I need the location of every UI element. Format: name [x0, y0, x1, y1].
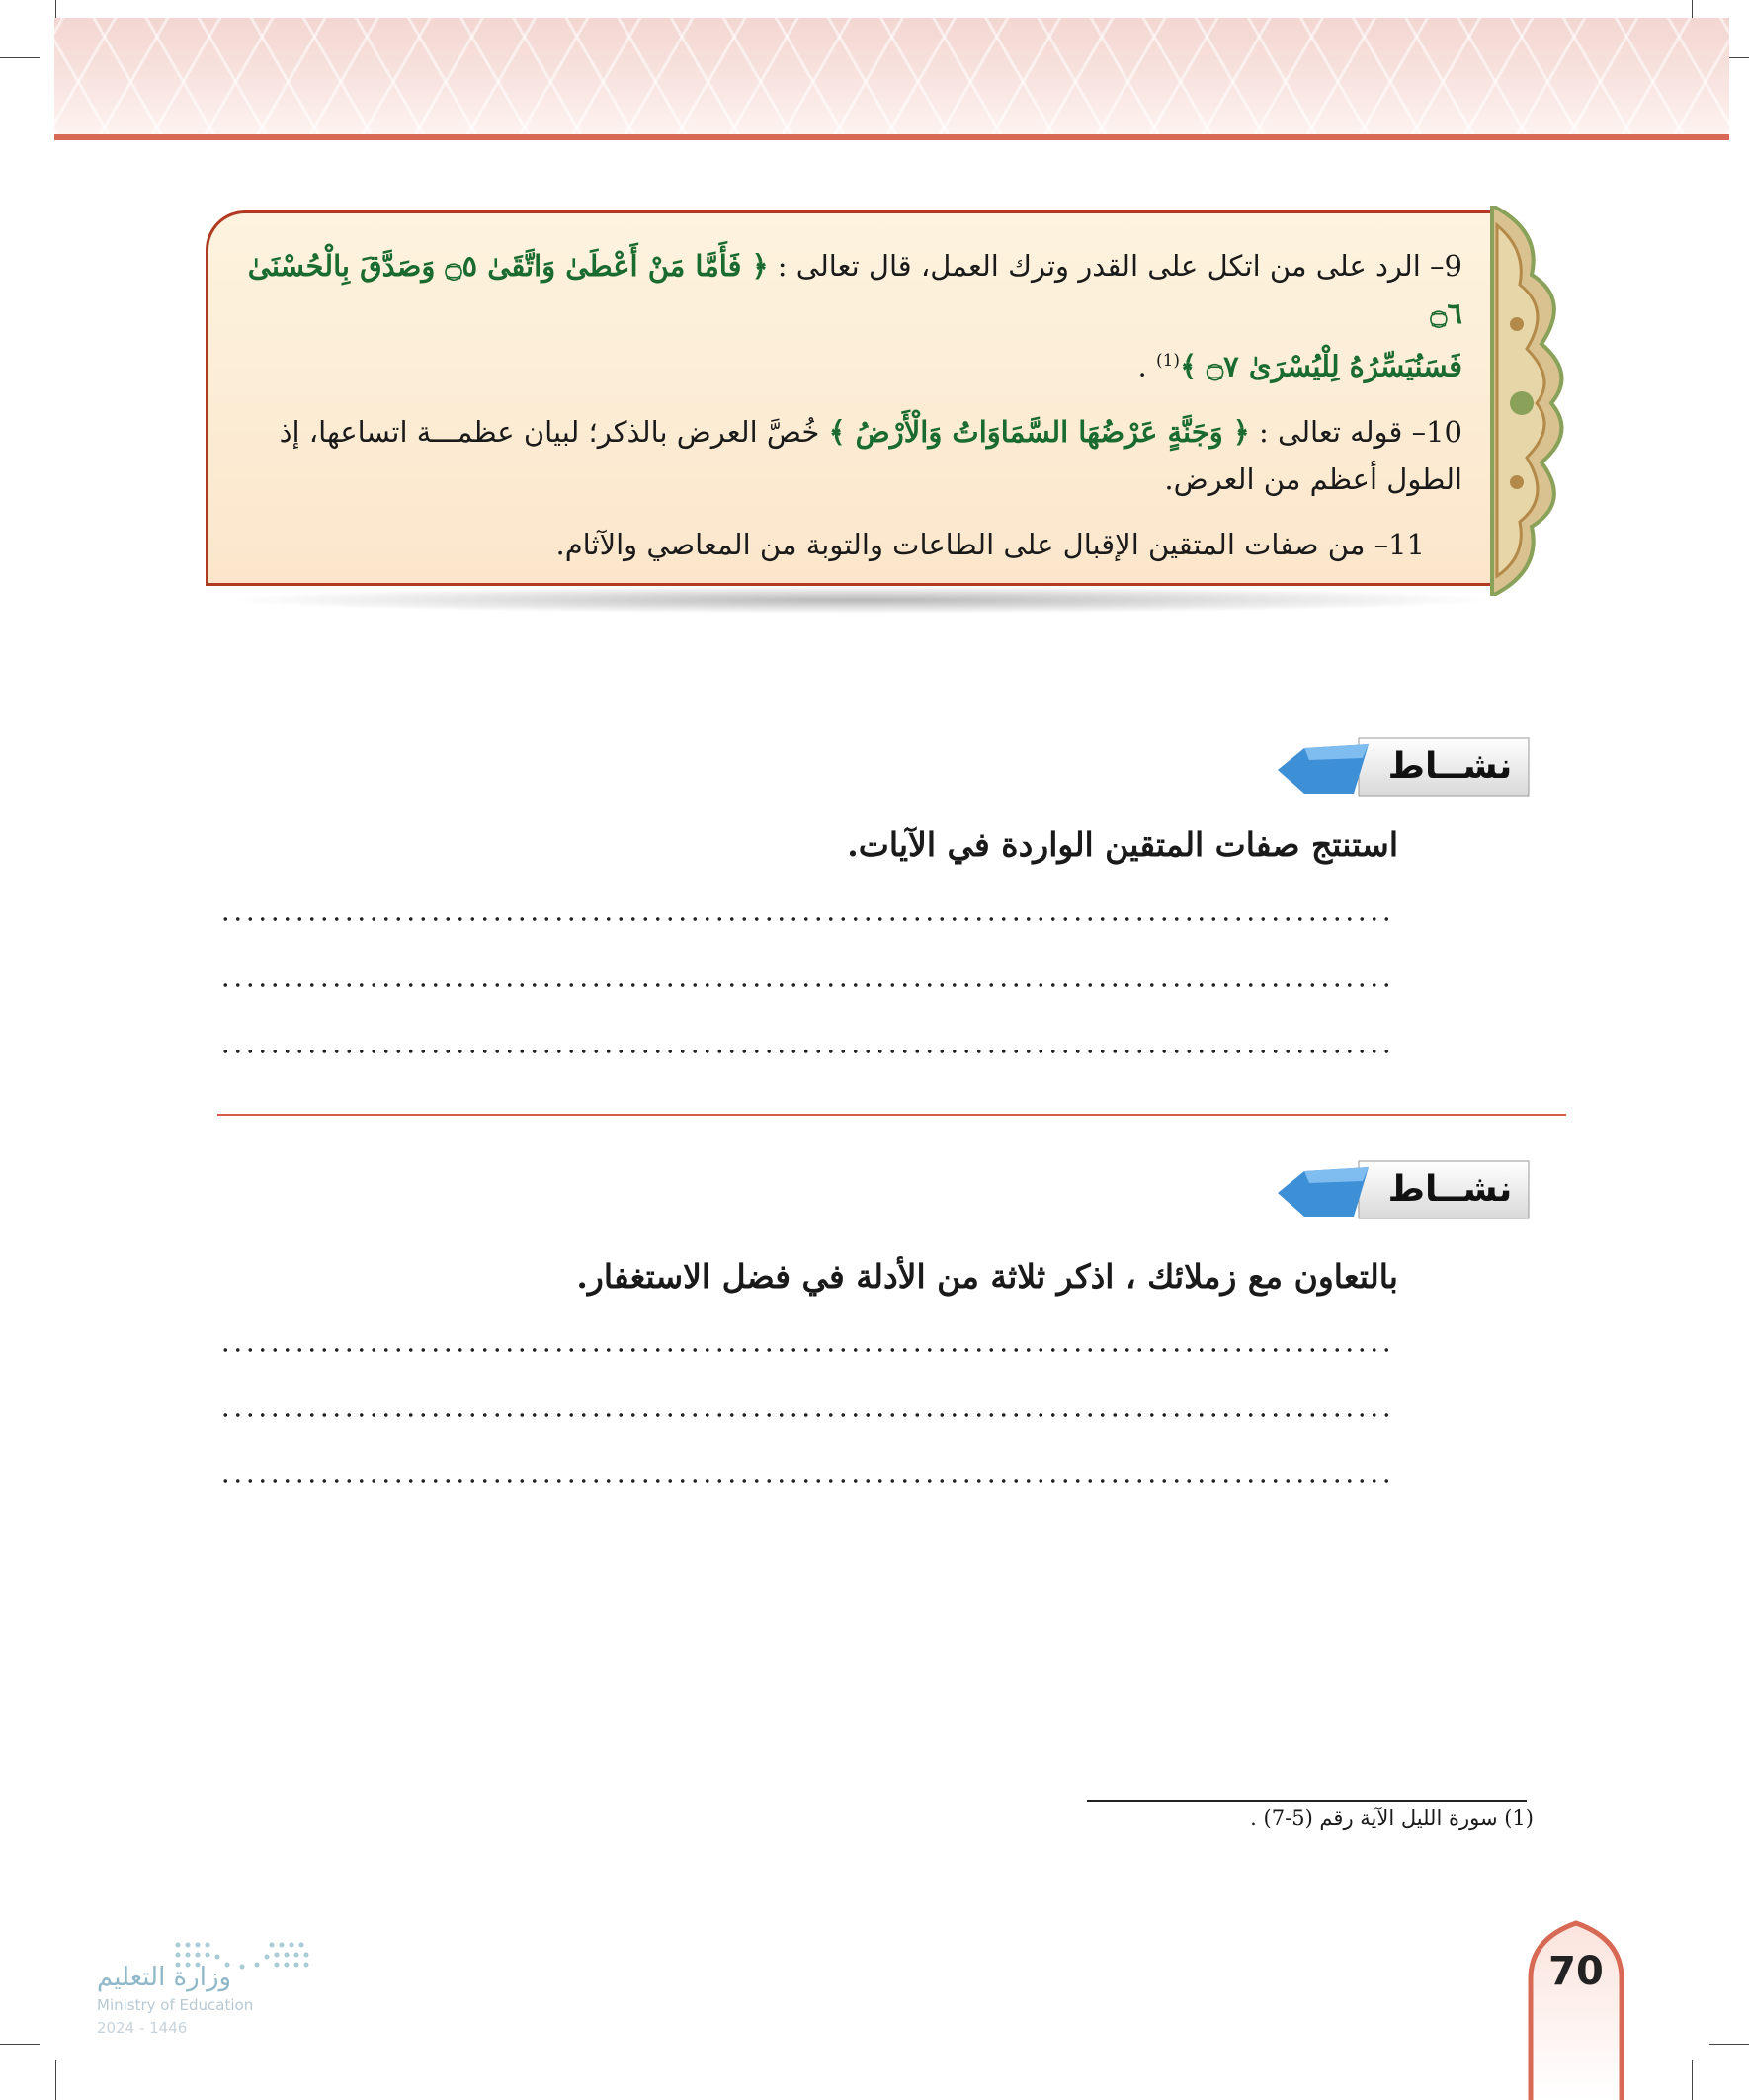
footnote: (1) سورة الليل الآية رقم (5-7) .: [1250, 1806, 1534, 1830]
item-9-text: 9– الرد على من اتكل على القدر وترك العمل، قال تعالى :: [777, 249, 1462, 283]
crop-mark: [1709, 2044, 1749, 2045]
ministry-year: 2024 - 1446: [97, 2019, 188, 2037]
activity-prompt: استنتج صفات المتقين الواردة في الآيات.: [847, 825, 1398, 864]
answer-line[interactable]: [219, 1413, 1395, 1417]
item-9-end: .: [1137, 349, 1147, 383]
answer-line[interactable]: [219, 917, 1395, 921]
activity-label: نشــاط: [1387, 746, 1513, 787]
footnote-ref: (1): [1155, 351, 1181, 371]
footnote-rule: [1087, 1800, 1527, 1802]
ministry-name-en: Ministry of Education: [97, 1996, 254, 2014]
crop-mark: [55, 2060, 56, 2100]
info-text-block: [247, 242, 1462, 568]
quran-verse: ﴿ فَأَمَّا مَنْ أَعْطَىٰ وَاتَّقَىٰ ۝٥ وَصَدَّقَ بِالْحُسْنَىٰ ۝٦: [247, 249, 1462, 330]
header-rule: [54, 134, 1729, 140]
crop-mark: [1692, 2060, 1693, 2100]
answer-line[interactable]: [219, 1479, 1395, 1483]
item-10-line-1: [247, 408, 1462, 456]
item-10-text-b: خُصَّ العرض بالذكر؛ لبيان عظمـــة اتساعها، إذ: [279, 414, 820, 449]
section-divider: [217, 1114, 1566, 1116]
item-11: 11– من صفات المتقين الإقبال على الطاعات والتوبة من المعاصي والآثام.: [555, 527, 1425, 561]
ministry-name-ar: وزارة التعليم: [97, 1963, 232, 1992]
answer-line[interactable]: [219, 1050, 1395, 1053]
crop-mark: [0, 57, 40, 58]
item-10-line-2: الطول أعظم من العرض.: [1164, 462, 1462, 496]
answer-line[interactable]: [219, 1348, 1395, 1352]
item-9-line-2: [247, 337, 1462, 390]
page-number-badge: [1527, 1919, 1625, 2100]
header-pattern-band: [54, 18, 1729, 134]
quran-verse: ﴿ وَجَنَّةٍ عَرْضُهَا السَّمَاوَاتُ وَالْأَرْضُ ﴾: [828, 414, 1250, 449]
activity-label: نشــاط: [1387, 1169, 1513, 1210]
info-box-shadow: [219, 586, 1504, 614]
item-10-text: 10– قوله تعالى :: [1259, 414, 1462, 449]
crop-mark: [0, 2044, 40, 2045]
ornament-icon: [1482, 206, 1576, 596]
item-9-line-1: [247, 242, 1462, 337]
answer-line[interactable]: [219, 983, 1395, 987]
page-number: 70: [1548, 1949, 1604, 1994]
activity-prompt: بالتعاون مع زملائك ، اذكر ثلاثة من الأدلة في فضل الاستغفار.: [576, 1257, 1398, 1296]
quran-verse: فَسَنُيَسِّرُهُ لِلْيُسْرَىٰ ۝٧ ﴾: [1180, 349, 1462, 383]
